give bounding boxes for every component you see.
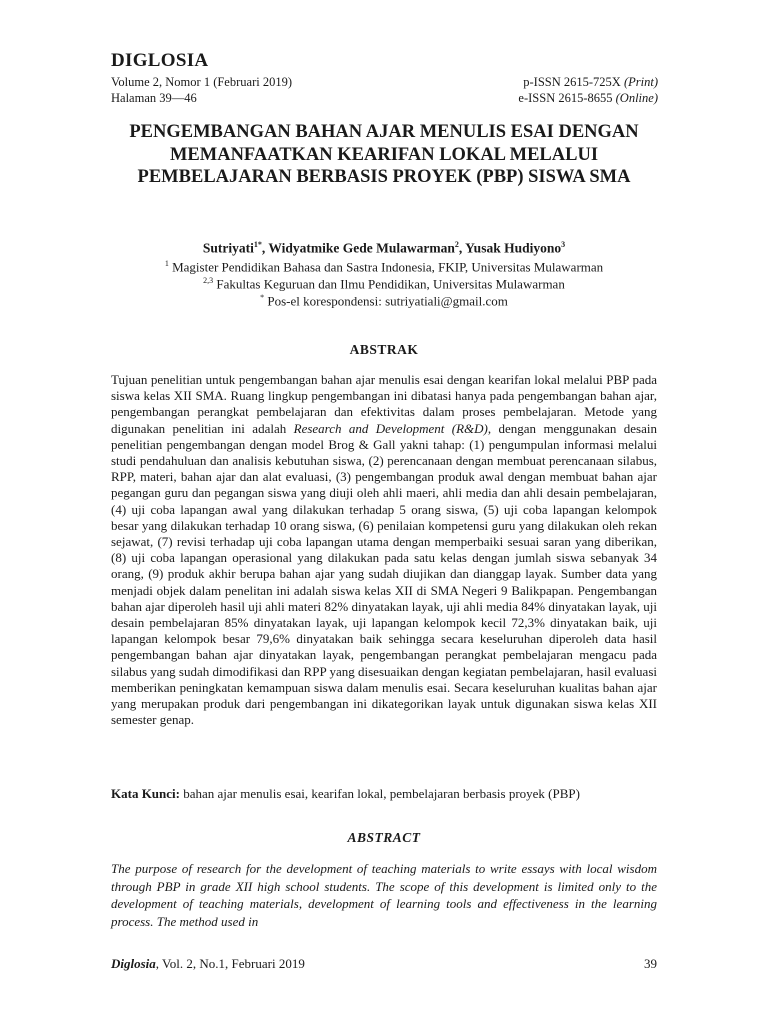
correspondence-email: * Pos-el korespondensi: sutriyatiali@gmail.com [260,293,508,309]
meta-row-1 [111,75,658,90]
author-sup: 3 [561,240,566,249]
abstrak-body: Tujuan penelitian untuk pengembangan bahan ajar menulis esai dengan kearifan lokal melalui PBP pada siswa kelas XII SMA. Ruang lingkup pengembangan ini dibatasi hanya pada pengembangan bahan ajar, pengembangan perangkat pembelajaran dan efektivitas dalam proses pembelajaran. Metode yang digunakan penelitian ini adalah Research and Development (R&D), dengan menggunakan desain penelitian pengembangan dengan model Brog & Gall yakni tahap: (1) pengumpulan informasi melalui studi pendahuluan dan analisis kebutuhan siswa, (2) perencanaan dengan membuat perencanaan silabus, RPP, materi, bahan ajar dan alat evaluasi, (3) pengembangan produk awal dengan membuat bahan ajar pegangan guru dan pegangan siswa yang diuji oleh ahli maeri, ahli media dan ahli desain pembelajaran, (4) uji coba lapangan awal yang dilakukan terhadap 5 orang siswa, (5) uji coba lapangan kelompok besar yang dilakukan terhadap 10 orang siswa, (6) penilaian kompetensi guru yang dilakukan oleh rekan sejawat, (7) revisi terhadap uji coba lapangan utama dengan memperbaiki sesuai saran yang diberikan, (8) uji coba lapangan operasional yang dilakukan pada satu kelas dengan jumlah siswa sebanyak 34 orang, (9) produk akhir berupa bahan ajar yang sudah diujikan dan dianggap layak. Sumber data yang menjadi objek dalam penelitan ini adalah siswa kelas XII di SMA Negeri 9 Balikpapan. Pengembangan bahan ajar diperoleh hasil uji ahli materi 82% dinyatakan layak, uji ahli media 84% dinyatakan layak, uji desain pembelajaran 85% dinyatakan layak, uji lapangan kelompok kecil 72,3% dinyatakan baik, uji lapangan kelompok besar 79,6% dinyatakan baik sehingga secara keseluruhan diperoleh data hasil pengembangan bahan ajar dinyatakan layak, pengembangan perangkat pembelajaran mengacu pada silabus yang sudah dimodifikasi dan RPP yang disesuaikan dengan kegiatan pembelajaran, hasil evaluasi memberikan peningkatan kemampuan siswa dalam menulis esai. Secara keseluruhan kualitas bahan ajar yang merupakan produk dari pengembangan ini dikategorikan layak untuk digunakan siswa kelas XII semester genap. [111,372,657,728]
eissn-info: e-ISSN 2615-8655 (Online) [518,91,658,105]
abstrak-heading: ABSTRAK [349,342,419,357]
meta-row-2 [111,91,658,106]
author-name: Yusak Hudiyono [465,240,562,256]
affiliation-1: $^1$ Magister Pendidikan Bahasa dan Sastra Indonesia, FKIP, Universitas Mulawarman [164,259,604,275]
pissn-info: p-ISSN 2615-725X (Print) [523,75,658,89]
page-range: Halaman 39—46 [111,91,197,105]
author-name: Sutriyati [202,240,254,256]
page-number: 39 [644,956,657,971]
volume-info: Volume 2, Nomor 1 (Februari 2019) [111,75,292,89]
paper-title: PENGEMBANGAN BAHAN AJAR MENULIS ESAI DENGAN MEMANFAATKAN KEARIFAN LOKAL MELALUI PEMBELAJARAN BERBASIS PROYEK (PBP) SISWA SMA [129,122,639,187]
author-list: Sutriyati$^{1*}$, Widyatmike Gede Mulawarman$^2$, Yusak Hudiyono$^3$ [202,240,566,256]
abstract-body: The purpose of research for the development of teaching materials to write essays with local wisdom through PBP in grade XII high school students. The scope of this development is limited only to the development of teaching materials, development of learning tools and effectiveness in the learning process. The method used in [111,861,657,929]
keywords [111,786,657,802]
page-footer [111,956,657,972]
journal-name: DIGLOSIA [111,50,209,71]
affiliation-2: $^{2,3}$ Fakultas Keguruan dan Ilmu Pendidikan, Universitas Mulawarman [203,276,565,292]
author-sup: 2 [454,240,459,249]
abstract-heading: ABSTRACT [347,830,421,845]
footer-citation: Diglosia, Vol. 2, No.1, Februari 2019 [111,956,305,971]
author-sup: 1* [253,240,262,249]
keywords-label: Kata Kunci: [111,786,180,801]
keywords-text: bahan ajar menulis esai, kearifan lokal, pembelajaran berbasis proyek (PBP) [179,786,580,801]
author-name: Widyatmike Gede Mulawarman [268,240,455,256]
